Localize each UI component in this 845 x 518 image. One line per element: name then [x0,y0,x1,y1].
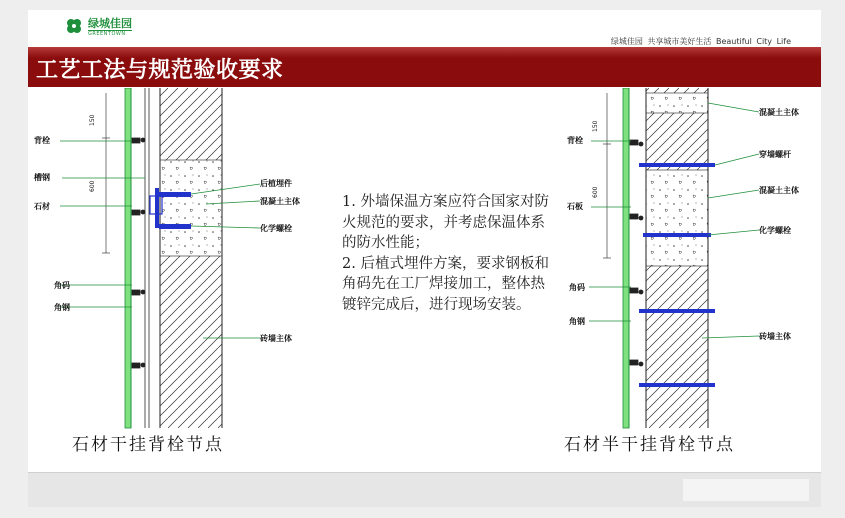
label-concrete-top: 混凝土主体 [759,108,799,117]
label-angle-steel: 角钢 [54,303,70,312]
label-post-embed: 后植埋件 [260,179,292,188]
footer-box [683,479,809,501]
label-concrete-mid: 混凝土主体 [759,186,799,195]
label-through-bolt: 穿墙螺杆 [759,150,791,159]
logo-text-en: GREENTOWN [88,30,132,37]
label-stone-plate: 石板 [567,202,583,211]
dim-150-right: 150 [592,120,599,132]
dim-600-right: 600 [592,186,599,198]
right-node-drawing [559,88,821,458]
title-band [28,47,821,87]
greentown-logo [64,17,132,37]
requirement-2: 2. 后植式埋件方案，要求钢板和角码先在工厂焊接加工，整体热镀锌完成后，进行现场安装。 [342,255,549,313]
right-drawing-caption: 石材半干挂背栓节点 [564,435,735,455]
label-angle-steel-r: 角钢 [569,317,585,326]
label-concrete-main: 混凝土主体 [260,197,300,206]
left-node-drawing [28,88,325,458]
label-corner-code-r: 角码 [569,283,585,292]
requirements-text [342,192,552,316]
label-back-bolt-r: 背栓 [567,136,583,145]
logo-text-cn: 绿城佳园 [88,16,132,30]
label-chemical-bolt-r: 化学螺栓 [759,226,791,235]
requirement-1: 1. 外墙保温方案应符合国家对防火规范的要求，并考虑保温体系的防水性能； [342,194,549,252]
left-drawing-caption: 石材干挂背栓节点 [72,435,224,455]
label-stone: 石材 [34,202,50,211]
tagline: 绿城佳园 共享城市美好生活 Beautiful City Life [610,37,791,46]
label-brick-main: 砖墙主体 [260,334,292,343]
label-corner-code: 角码 [54,281,70,290]
slide [28,10,821,478]
page-title: 工艺工法与规范验收要求 [36,58,284,83]
label-channel-steel: 槽钢 [34,173,50,182]
label-back-bolt: 背栓 [34,136,50,145]
dim-150-left: 150 [89,114,96,126]
footer-bar [28,472,821,507]
flower-logo-icon [64,17,84,37]
label-chemical-bolt: 化学螺栓 [260,224,292,233]
dim-600-left: 600 [89,180,96,192]
label-brick-main-r: 砖墙主体 [759,332,791,341]
